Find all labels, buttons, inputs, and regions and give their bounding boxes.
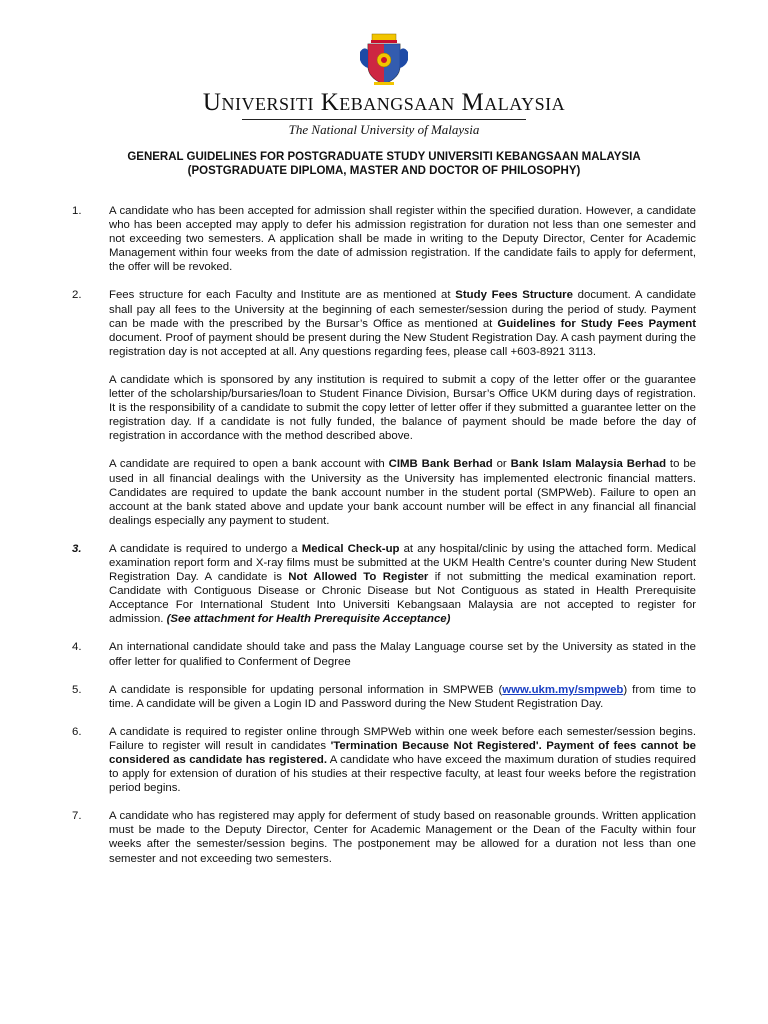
document-title (60, 150, 708, 178)
item-number: 7. (72, 810, 82, 823)
sponsorship-paragraph: A candidate which is sponsored by any institution is required to submit a copy of the letter offer or the guarantee letter of the scholarship/bursaries/loan to Student Finance Division, Bursar’s Office UKM during days of registration. It is the responsibility of a candidate to submit the copy letter of letter offer if they submitted a guarantee letter on the registration day. If a candidate is not fully funded, the balance of payment should be made before the day of registration in accordance with the method described above. (109, 373, 696, 443)
guideline-item-6 (72, 725, 696, 795)
cimb-bank-name: CIMB Bank Berhad (388, 458, 493, 471)
guideline-item-1 (72, 204, 696, 274)
item-text: A candidate who has registered may apply for deferment of study based on reasonable grounds. Written application must be made to the Deputy Director, Center for Academic Management or the Dean of the Faculty within four weeks after the semester/session begins. The postponement may be allowed for a duration not less than one semester and not exceeding two semesters. (109, 810, 696, 865)
item-text: A candidate who has been accepted for admission shall register within the specified duration. However, a candidate who has been accepted may apply to defer his admission registration for duration not less than one semester and not exceeding two semesters. A application shall be made in writing to the Deputy Director, Center for Academic Management within four weeks from the date of admission registration. If the candidate fails to apply for deferment, the offer will be revoked. (109, 205, 696, 274)
guideline-item-2 (72, 288, 696, 527)
fees-paragraph: Fees structure for each Faculty and Institute are as mentioned at Study Fees Structure document. A candidate shall pay all fees to the University at the beginning of each semester/session during the period of study. Payment can be made with the prescribed by the Bursar’s Office as mentioned at Guidelines for Study Fees Payment document. Proof of payment should be present during the New Student Registration Day. A cash payment during the registration day is not accepted at all. Any questions regarding fees, please call +603-8921 3113. (109, 289, 697, 358)
item-number: 1. (72, 205, 82, 217)
guideline-item-4 (72, 640, 696, 668)
medical-checkup-term: Medical Check-up (301, 542, 400, 555)
guideline-item-3 (72, 542, 696, 627)
item-number: 6. (72, 725, 82, 738)
bank-account-paragraph: A candidate are required to open a bank account with CIMB Bank Berhad or Bank Islam Malaysia Berhad to be used in all financial dealings with the University as the University has implemented electronic financial matters. Candidates are required to update the bank account number in the student portal (SMPWeb). Failure to open an account at the bank stated above and update your bank account number will be effect in any financial all financial dealings especially any payment to student. (109, 458, 697, 527)
title-line-1: GENERAL GUIDELINES FOR POSTGRADUATE STUDY UNIVERSITI KEBANGSAAN MALAYSIA (127, 151, 641, 163)
guideline-item-7 (72, 809, 696, 865)
bank-islam-name: Bank Islam Malaysia Berhad (510, 458, 667, 471)
letterhead (0, 32, 768, 138)
fees-payment-guidelines-ref: Guidelines for Study Fees Payment (497, 317, 696, 330)
university-subtitle: The National University of Malaysia (288, 122, 480, 137)
item-text: A candidate is responsible for updating personal information in SMPWEB (www.ukm.my/smpweb) from time to time. A candidate will be given a Login ID and Password during the New Student Registration Day. (109, 683, 696, 710)
smpweb-link[interactable]: www.ukm.my/smpweb (502, 683, 624, 696)
item-text: A candidate is required to undergo a Medical Check-up at any hospital/clinic by using the attached form. Medical examination report form and X-ray films must be submitted at the UKM Health Centre’s counter during New Student Registration Day. A candidate is Not Allowed To Register if not submitting the medical examination report. Candidate with Contiguous Disease or Chronic Disease but Not Contiguous as stated in Health Prerequisite Acceptance For International Student Into Universiti Kebangsaan Malaysia are not accepted to register for admission. (See attachment for Health Prerequisite Acceptance) (109, 542, 696, 626)
guidelines-list (72, 204, 696, 880)
header-divider (242, 119, 526, 120)
item-number: 4. (72, 641, 82, 654)
study-fees-structure-ref: Study Fees Structure (455, 289, 573, 302)
university-name: Universiti Kebangsaan Malaysia (202, 89, 566, 116)
title-line-2: (POSTGRADUATE DIPLOMA, MASTER AND DOCTOR OF PHILOSOPHY) (187, 165, 581, 177)
termination-warning: 'Termination Because Not Registered'. Payment of fees cannot be considered as candidate has registered. (109, 739, 696, 766)
attachment-note: (See attachment for Health Prerequisite Acceptance) (166, 613, 451, 626)
item-number: 2. (72, 289, 82, 302)
item-number: 3. (72, 542, 82, 555)
university-crest-logo (354, 32, 414, 88)
item-text: A candidate is required to register online through SMPWeb within one week before each semester/session begins. Failure to register will result in candidates 'Termination Because Not Registered'. Payment of fees cannot be considered as candidate has registered. A candidate who have exceed the maximum duration of studies required to apply for extension of duration of his studies at their respective faculty, at least four weeks before the registration period begins. (109, 725, 697, 795)
item-text: An international candidate should take and pass the Malay Language course set by the University as stated in the offer letter for qualified to Conferment of Degree (109, 641, 696, 668)
not-allowed-term: Not Allowed To Register (288, 571, 429, 584)
guideline-item-5 (72, 683, 696, 711)
item-number: 5. (72, 683, 82, 696)
